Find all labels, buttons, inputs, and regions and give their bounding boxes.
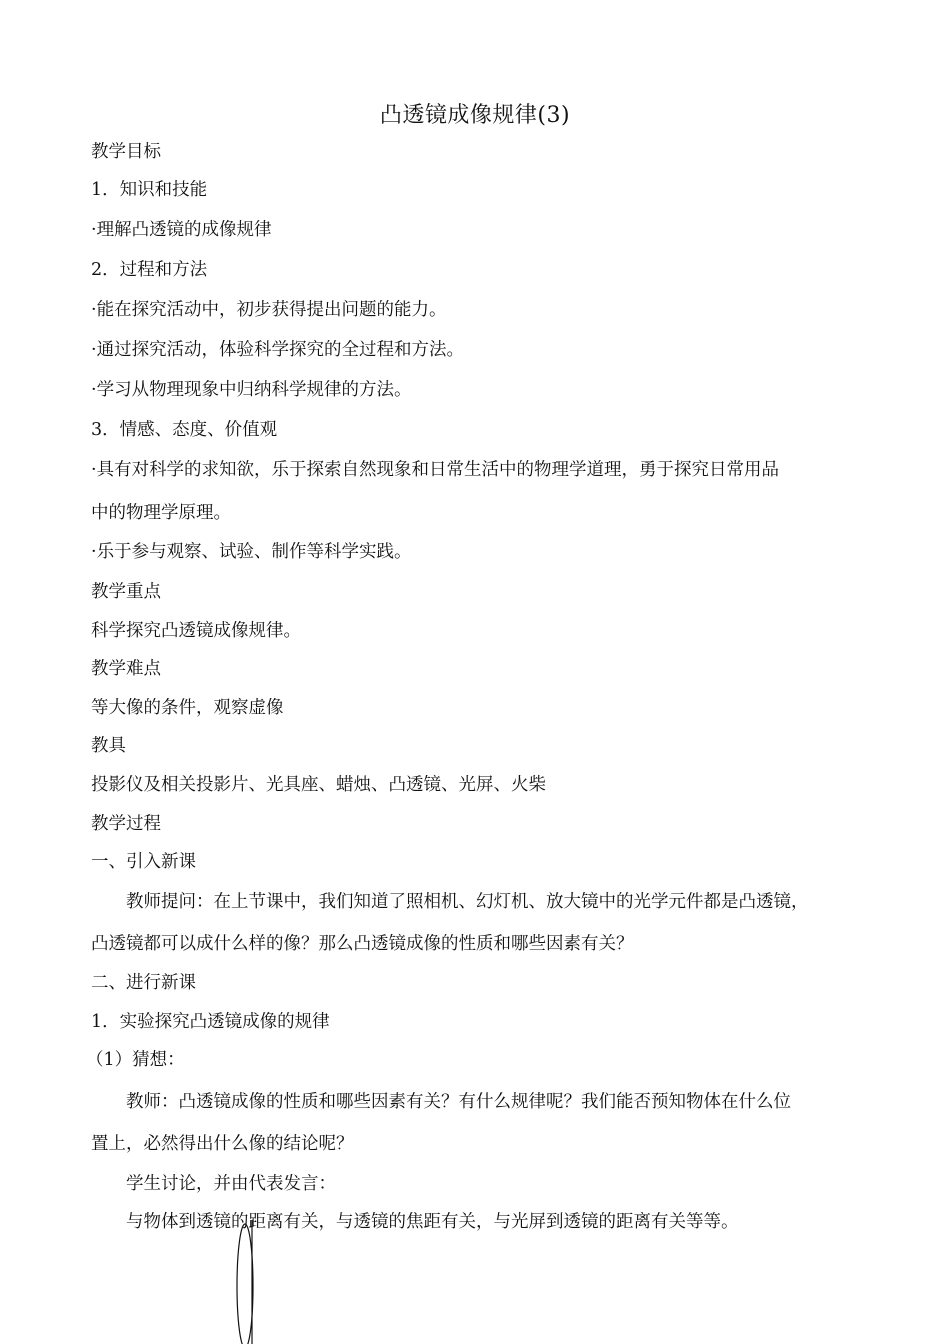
heading-teaching-focus: 教学重点 [91,582,161,602]
section-heading-intro: 一、引入新课 [91,852,196,872]
convex-lens-drawing [230,1218,270,1344]
bullet-line: ·理解凸透镜的成像规律 [91,220,272,240]
heading-teaching-difficulty: 教学难点 [91,659,161,679]
subheading-emotion-attitude-values: 3．情感、态度、价值观 [91,420,278,440]
continuation-line: 凸透镜都可以成什么样的像？那么凸透镜成像的性质和哪些因素有关？ [91,934,634,954]
bullet-line: ·具有对科学的求知欲，乐于探索自然现象和日常生活中的物理学道理，勇于探究日常用品 [91,460,780,480]
paragraph-line: 教师提问：在上节课中，我们知道了照相机、幻灯机、放大镜中的光学元件都是凸透镜， [126,892,809,912]
heading-teaching-objectives: 教学目标 [91,142,161,162]
paragraph-line: 学生讨论，并由代表发言： [126,1174,336,1194]
paragraph-line: 与物体到透镜的距离有关，与透镜的焦距有关，与光屏到透镜的距离有关等等。 [126,1212,739,1232]
continuation-line: 中的物理学原理。 [91,503,231,523]
continuation-line: 置上，必然得出什么像的结论呢？ [91,1134,354,1154]
paragraph-line: 科学探究凸透镜成像规律。 [91,621,301,641]
subheading-knowledge-skills: 1．知识和技能 [91,180,208,200]
bullet-line: ·能在探究活动中，初步获得提出问题的能力。 [91,300,447,320]
bullet-line: ·通过探究活动，体验科学探究的全过程和方法。 [91,340,465,360]
paragraph-line: 投影仪及相关投影片、光具座、蜡烛、凸透镜、光屏、火柴 [91,775,546,795]
bullet-line: ·学习从物理现象中归纳科学规律的方法。 [91,380,412,400]
document-title: 凸透镜成像规律(3) [379,103,571,128]
bullet-line: ·乐于参与观察、试验、制作等科学实践。 [91,542,412,562]
heading-teaching-process: 教学过程 [91,814,161,834]
paragraph-line: 等大像的条件，观察虚像 [91,698,284,718]
subheading-experiment: 1．实验探究凸透镜成像的规律 [91,1012,330,1032]
paragraph-line: 教师：凸透镜成像的性质和哪些因素有关？有什么规律呢？我们能否预知物体在什么位 [126,1092,791,1112]
lens-outline [237,1224,253,1344]
section-heading-new-lesson: 二、进行新课 [91,973,196,993]
subheading-guess: （1）猜想： [86,1050,185,1070]
heading-teaching-aids: 教具 [91,736,126,756]
subheading-process-method: 2．过程和方法 [91,260,208,280]
